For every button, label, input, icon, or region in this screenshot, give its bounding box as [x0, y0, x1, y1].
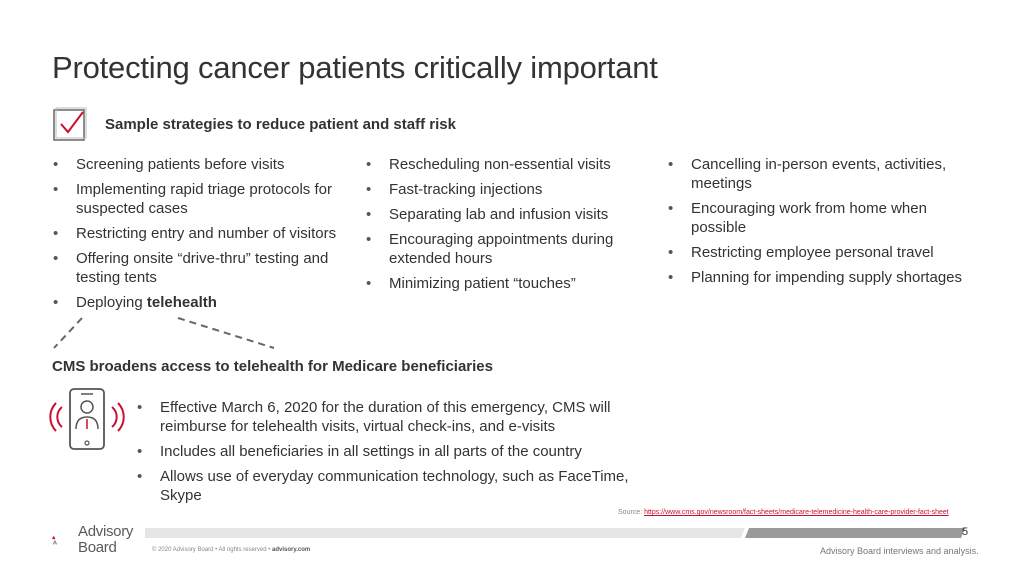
list-item: • Offering onsite “drive-thru” testing and testing tents	[53, 249, 358, 287]
list-item: • Restricting entry and number of visitors	[53, 224, 358, 243]
checkbox-check-icon	[52, 104, 90, 142]
strategy-list-3	[668, 155, 968, 293]
strategy-list-2	[366, 155, 646, 299]
callout-dashes	[50, 312, 290, 352]
logo-text-board: Board	[78, 539, 117, 556]
list-item: • Deploying telehealth	[53, 293, 358, 312]
strategies-heading: Sample strategies to reduce patient and staff risk	[105, 116, 456, 133]
list-item: • Minimizing patient “touches”	[366, 274, 646, 293]
source-link[interactable]: https://www.cms.gov/newsroom/fact-sheets/medicare-telemedicine-health-care-provider-fact-sheet	[644, 509, 949, 516]
logo-text-advisory: Advisory	[78, 523, 134, 540]
advisory-board-logo-icon	[52, 523, 78, 557]
analysis-note: Advisory Board interviews and analysis.	[820, 546, 979, 556]
footer-bar	[145, 528, 965, 538]
slide-title: Protecting cancer patients critically important	[52, 50, 658, 85]
list-item: • Effective March 6, 2020 for the duration of this emergency, CMS will reimburse for telehealth visits, virtual check-ins, and e-visits	[137, 398, 637, 436]
telehealth-emphasis: telehealth	[146, 294, 217, 311]
list-item: • Cancelling in-person events, activities, meetings	[668, 155, 968, 193]
cms-bullet-list	[137, 398, 637, 511]
page-number: 5	[962, 526, 969, 538]
list-item: • Encouraging appointments during extended hours	[366, 230, 646, 268]
list-item: • Allows use of everyday communication technology, such as FaceTime, Skype	[137, 467, 637, 505]
list-item: • Implementing rapid triage protocols for suspected cases	[53, 180, 358, 218]
list-item: • Screening patients before visits	[53, 155, 358, 174]
source-note: Source: https://www.cms.gov/newsroom/fact-sheets/medicare-telemedicine-health-care-provider-fact-sheet	[618, 509, 949, 516]
list-item: • Rescheduling non-essential visits	[366, 155, 646, 174]
cms-heading: CMS broadens access to telehealth for Medicare beneficiaries	[52, 358, 493, 375]
list-item: • Restricting employee personal travel	[668, 243, 968, 262]
list-item: • Separating lab and infusion visits	[366, 205, 646, 224]
telehealth-phone-icon	[48, 385, 126, 453]
list-item: • Includes all beneficiaries in all settings in all parts of the country	[137, 442, 637, 461]
strategy-list-1	[53, 155, 358, 318]
list-item: • Planning for impending supply shortages	[668, 268, 968, 287]
list-item: • Encouraging work from home when possible	[668, 199, 968, 237]
copyright: © 2020 Advisory Board • All rights reserved • advisory.com	[152, 547, 311, 553]
list-item: • Fast-tracking injections	[366, 180, 646, 199]
